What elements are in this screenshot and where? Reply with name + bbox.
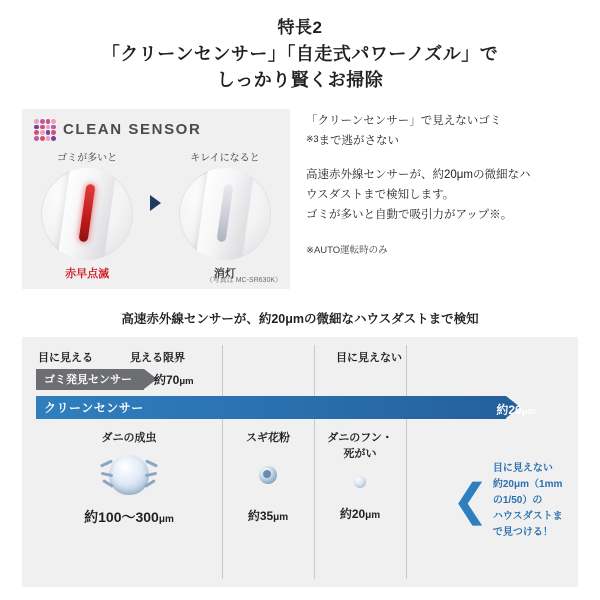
dust-size-num: 約20: [339, 506, 366, 521]
specimen-mite-size: [36, 507, 222, 527]
callout-line-2: 約20μm（1mmの1/50）の: [492, 478, 563, 506]
clean-sensor-card: [22, 109, 290, 289]
photo-note: （写真は MC-SR630K）: [205, 276, 282, 284]
specimen-pollen-size: [222, 507, 314, 524]
dust-name-line1: ダニのフン・: [327, 431, 393, 444]
callout-line-3: ハウスダストまで見つける！: [492, 510, 563, 538]
bar-clean-sensor-value: [496, 401, 536, 418]
sensor-state-dirty: [32, 149, 142, 281]
specimen-mite: [36, 429, 222, 527]
bar-trash-sensor-value: [154, 371, 194, 388]
sensor-clean-label: キレイになると: [190, 152, 260, 164]
sensor-dirty-label: ゴミが多いと: [57, 152, 118, 164]
dust-icon: [314, 465, 406, 499]
sensor-dots-icon: [34, 119, 56, 141]
bar0-unit: μm: [179, 375, 194, 387]
specimen-mite-name: ダニの成虫: [101, 431, 157, 444]
sensor-comparison: [32, 149, 280, 281]
desc-p2-line2: ウスダストまで検知します。: [306, 189, 455, 202]
bar-clean-sensor-label: クリーンセンサー: [36, 396, 506, 419]
mite-icon: [36, 449, 222, 501]
brace-icon: ❮: [452, 475, 489, 525]
description-paragraph-1: [306, 111, 582, 151]
dust-name-line2: 死がい: [343, 447, 377, 460]
scale-chart-panel: [22, 337, 578, 587]
specimen-pollen: [222, 429, 314, 527]
description-footnote: ※AUTO運転時のみ: [306, 245, 388, 257]
pollen-size-num: 約35: [247, 508, 274, 523]
bar-clean-sensor: [36, 397, 564, 420]
visibility-axis-labels: [36, 349, 564, 369]
sensor-state-clean: [170, 149, 280, 281]
sensor-photo-dirty: [41, 168, 133, 260]
clean-sensor-title: CLEAN SENSOR: [63, 121, 202, 139]
axis-label-limit: 見える限界: [130, 351, 185, 364]
callout-line-1: 目に見えない: [492, 462, 553, 474]
specimen-dust-name: [314, 429, 406, 461]
arrow-right-icon: [146, 195, 166, 211]
heading-line-2: 「クリーンセンサー」「自走式パワーノズル」で: [101, 43, 499, 64]
pollen-size-unit: μm: [273, 511, 289, 523]
page-title: [0, 0, 600, 93]
pollen-icon: [222, 449, 314, 501]
bar0-num: 約70: [154, 372, 180, 387]
bar-trash-sensor: [36, 369, 564, 390]
sensor-dirty-caption: 赤早点滅: [65, 267, 110, 280]
dust-size-unit: μm: [365, 509, 381, 521]
callout-text: [493, 461, 570, 541]
sensor-clean-caption: 消灯: [213, 267, 236, 280]
desc-p2-line3: ゴミが多いと自動で吸引力がアップ※。: [306, 209, 513, 222]
desc-p1-sup: ※3: [306, 133, 319, 144]
specimen-dust: [314, 429, 406, 527]
axis-label-visible: 目に見える: [38, 351, 93, 364]
desc-p1-main: 「クリーンセンサー」で見えないゴミ: [306, 114, 502, 127]
heading-line-1: 特長2: [277, 18, 323, 37]
axis-label-invisible: 目に見えない: [336, 351, 402, 364]
upper-description: [290, 109, 582, 289]
description-paragraph-2: [306, 165, 582, 225]
clean-sensor-title-row: [32, 119, 280, 141]
bar1-num: 約20: [496, 402, 522, 417]
mite-size-num: 約100〜300: [84, 508, 159, 525]
specimen-dust-size: [314, 505, 406, 522]
bar-trash-sensor-label: ゴミ発見センサー: [36, 369, 144, 390]
heading-line-3: しっかり賢くお掃除: [216, 69, 384, 90]
mite-size-unit: μm: [158, 513, 174, 525]
callout-box: [452, 461, 570, 541]
desc-p2-line1: 高速赤外線センサーが、約20μmの微細なハ: [306, 169, 531, 182]
desc-p1-tail: まで逃がさない: [318, 134, 400, 147]
chart-subheading: 高速赤外線センサーが、約20μmの微細なハウスダストまで検知: [121, 311, 479, 326]
bar1-unit: μm: [521, 405, 536, 417]
upper-section: [0, 109, 600, 289]
specimen-pollen-name: スギ花粉: [246, 431, 290, 444]
sensor-photo-clean: [179, 168, 271, 260]
